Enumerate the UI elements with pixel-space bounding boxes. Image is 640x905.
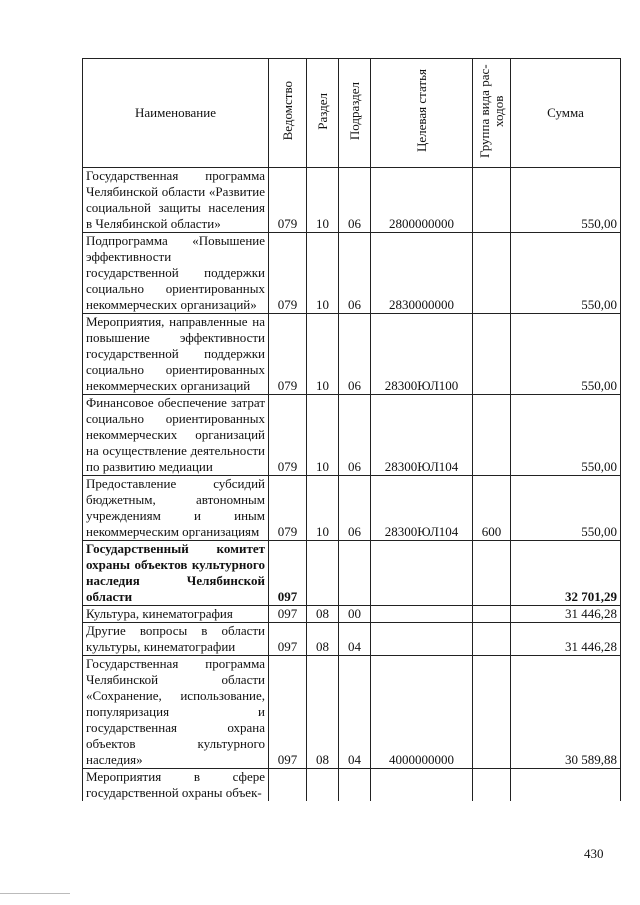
cell-podrazdel: 00 [339,606,371,623]
table-row [83,769,621,802]
cell-gruppa [473,233,511,314]
cell-podrazdel: 06 [339,395,371,476]
table-row [83,233,621,314]
table-row [83,623,621,656]
cell-vedomstvo: 097 [269,623,307,656]
cell-razdel: 08 [307,606,339,623]
cell-summa: 550,00 [511,233,621,314]
cell-vedomstvo: 079 [269,476,307,541]
cell-podrazdel: 06 [339,168,371,233]
cell-razdel: 10 [307,168,339,233]
cell-vedomstvo [269,769,307,802]
header-podrazdel: Подраздел [339,59,371,168]
cell-gruppa [473,606,511,623]
cell-vedomstvo: 097 [269,606,307,623]
cell-celevaya-statya: 2830000000 [371,233,473,314]
table-row [83,541,621,606]
cell-name: Мероприятия в сфере государственной охраны объек- [83,769,269,802]
cell-celevaya-statya: 2800000000 [371,168,473,233]
cell-celevaya-statya: 28300ЮЛ100 [371,314,473,395]
cell-vedomstvo: 079 [269,233,307,314]
cell-podrazdel: 06 [339,314,371,395]
cell-razdel: 10 [307,476,339,541]
cell-razdel: 10 [307,314,339,395]
cell-summa: 31 446,28 [511,623,621,656]
cell-gruppa: 600 [473,476,511,541]
cell-celevaya-statya [371,769,473,802]
cell-podrazdel: 04 [339,656,371,769]
cell-podrazdel: 04 [339,623,371,656]
header-gruppa-vida-rashodov: Группа вида рас-ходов [473,59,511,168]
cell-razdel [307,769,339,802]
cell-name: Финансовое обеспечение затрат социально ориентированных некоммерческих организаций на осуществление деятельности по развитию медиации [83,395,269,476]
cell-summa [511,769,621,802]
cell-name: Культура, кинематография [83,606,269,623]
table-row [83,476,621,541]
cell-podrazdel [339,541,371,606]
page-number: 430 [584,846,604,861]
cell-gruppa [473,395,511,476]
cell-celevaya-statya [371,541,473,606]
cell-gruppa [473,656,511,769]
cell-summa: 550,00 [511,314,621,395]
cell-name: Другие вопросы в области культуры, кинематографии [83,623,269,656]
cell-gruppa [473,314,511,395]
cell-summa: 550,00 [511,168,621,233]
table-row [83,314,621,395]
header-row [83,59,621,168]
cell-vedomstvo: 079 [269,168,307,233]
cell-razdel: 10 [307,395,339,476]
table-row [83,656,621,769]
cell-vedomstvo: 079 [269,314,307,395]
cell-summa: 30 589,88 [511,656,621,769]
scan-artifact-line [0,893,70,894]
header-vedomstvo: Ведомство [269,59,307,168]
header-razdel: Раздел [307,59,339,168]
header-summa: Сумма [511,59,621,168]
cell-celevaya-statya: 4000000000 [371,656,473,769]
cell-summa: 31 446,28 [511,606,621,623]
cell-name: Государственная программа Челябинской области «Развитие социальной защиты населения в Челябинской области» [83,168,269,233]
cell-name: Предоставление субсидий бюджетным, автономным учреждениям и иным некоммерческим организациям [83,476,269,541]
cell-summa: 32 701,29 [511,541,621,606]
header-name: Наименование [83,59,269,168]
table-row [83,168,621,233]
table-row [83,606,621,623]
cell-celevaya-statya: 28300ЮЛ104 [371,395,473,476]
cell-celevaya-statya: 28300ЮЛ104 [371,476,473,541]
table-body [83,168,621,802]
cell-vedomstvo: 097 [269,656,307,769]
cell-razdel: 10 [307,233,339,314]
cell-razdel: 08 [307,623,339,656]
cell-name: Государственный комитет охраны объектов культурного наследия Челябинской области [83,541,269,606]
cell-summa: 550,00 [511,395,621,476]
cell-vedomstvo: 079 [269,395,307,476]
cell-razdel: 08 [307,656,339,769]
cell-celevaya-statya [371,623,473,656]
cell-razdel [307,541,339,606]
cell-podrazdel [339,769,371,802]
cell-podrazdel: 06 [339,233,371,314]
cell-name: Мероприятия, направленные на повышение эффективности государственной поддержки социально ориентированных некоммерческих организаций [83,314,269,395]
cell-name: Государственная программа Челябинской области «Сохранение, использование, популяризация и государственная охрана объектов культурного наследия» [83,656,269,769]
budget-table [82,58,621,801]
cell-summa: 550,00 [511,476,621,541]
cell-podrazdel: 06 [339,476,371,541]
cell-gruppa [473,769,511,802]
cell-celevaya-statya [371,606,473,623]
cell-gruppa [473,541,511,606]
cell-gruppa [473,168,511,233]
header-celevaya-statya: Целевая статья [371,59,473,168]
cell-vedomstvo: 097 [269,541,307,606]
cell-gruppa [473,623,511,656]
table-row [83,395,621,476]
cell-name: Подпрограмма «Повышение эффективности государственной поддержки социально ориентированных некоммерческих организаций» [83,233,269,314]
